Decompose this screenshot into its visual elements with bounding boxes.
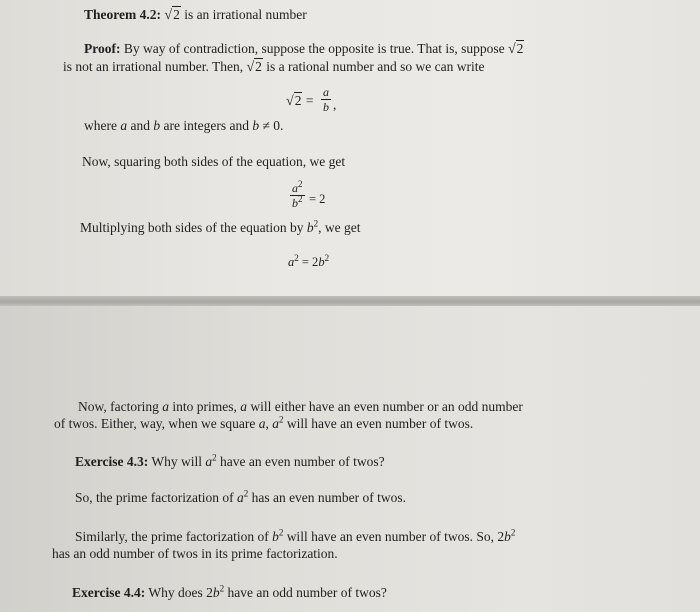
exercise-4-3: Exercise 4.3: Why will $a^2$ have an even number of twos? [75,452,385,469]
where-line: where a and b are integers and b ≠ 0. [84,118,284,133]
equation-comma: , [333,97,337,112]
similarly-line-1: Similarly, the prime factorization of $b^2$ will have an even number of twos. So, $2b^2$ [75,527,516,544]
exercise-4-4-label: Exercise 4.4: [72,585,146,600]
fraction-a-over-b: $\frac{a}{b}$ [323,85,329,114]
exercise-4-4: Exercise 4.4: Why does $2b^2$ have an odd number of twos? [72,583,387,600]
similarly-line-2: has an odd number of twos in its prime factorization. [52,546,338,561]
theorem-heading [84,8,307,23]
proof-sqrt-2: √2 [246,59,262,75]
fraction-a2-over-b2: $\frac{a^2}{b^2}$ [292,179,303,210]
multiplying-line: Multiplying both sides of the equation by $b^2$, we get [80,218,361,235]
theorem-label: Theorem 4.2: [84,7,161,22]
exercise-4-3-label: Exercise 4.3: [75,454,149,469]
equation-a2-2b2: $a^2 = 2b^2$ [288,252,330,269]
equals-two: = 2 [309,192,326,206]
so-line: So, the prime factorization of $a^2$ has an even number of twos. [75,488,407,505]
factoring-line-2: of twos. Either, way, when we square a, $a^2$ will have an even number of twos. [54,414,474,431]
equation-sqrt2: √2 = [286,93,314,109]
factoring-line-1: Now, factoring a into primes, a will either have an even number or an odd number [78,399,523,414]
proof-label: Proof: [84,41,121,56]
proof-line-1: Proof: By way of contradiction, suppose the opposite is true. That is, suppose √2 [84,41,524,57]
proof-line-2: is not an irrational number. Then, √2 is a rational number and so we can write [63,59,485,75]
squaring-line: Now, squaring both sides of the equation, we get [82,154,346,169]
proof-sqrt-1: √2 [507,41,524,57]
theorem-sqrt: √2 [164,7,180,23]
theorem-text: is an irrational number [184,7,307,22]
